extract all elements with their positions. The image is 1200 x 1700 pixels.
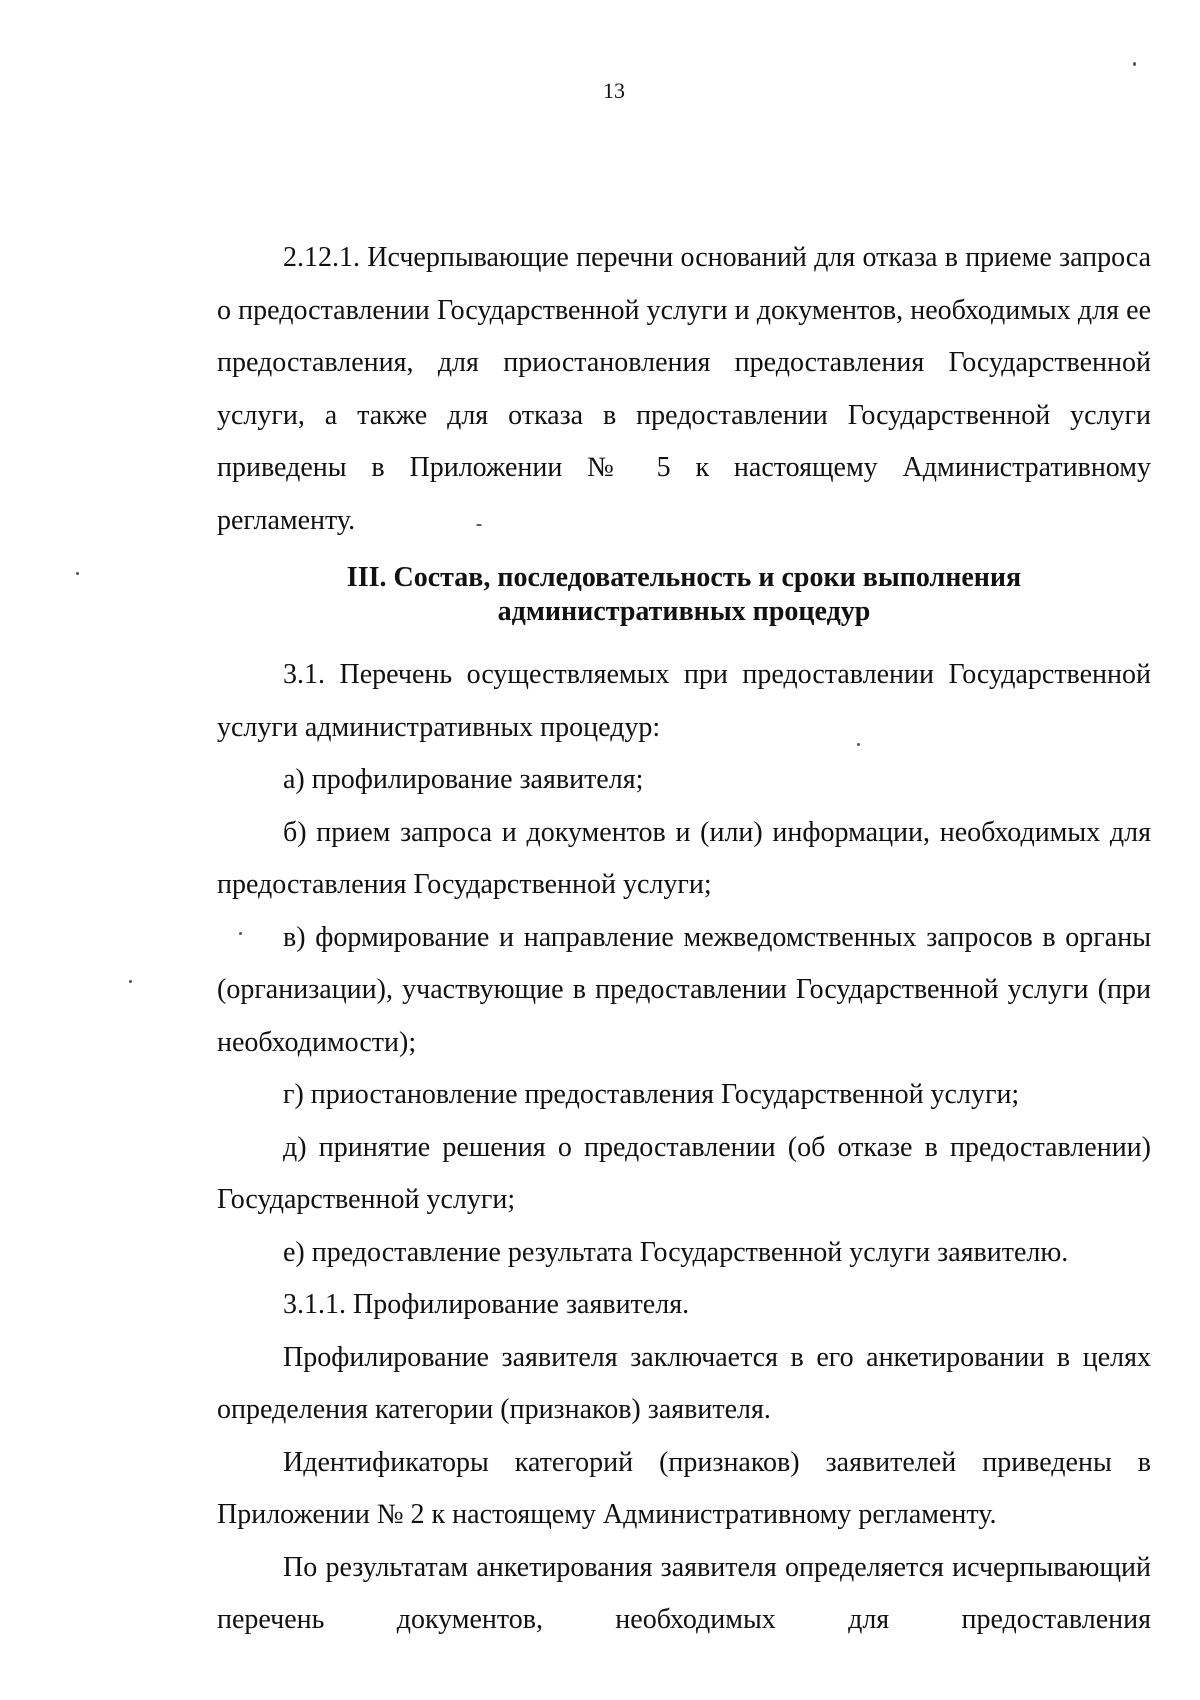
paragraph-3-1-1: 3.1.1. Профилирование заявителя. xyxy=(283,1289,690,1320)
paragraph-identifiers: Идентификаторы категорий (признаков) заявителей приведены в Приложении № 2 к настоящему Административному регламенту. xyxy=(217,1446,1151,1530)
scan-speck xyxy=(476,524,482,526)
section-heading-line-2: административных процедур xyxy=(497,596,871,627)
list-item-b: б) прием запроса и документов и (или) информации, необходимых для предоставления Государственной услуги; xyxy=(217,816,1151,900)
paragraph-3-1: 3.1. Перечень осуществляемых при предоставлении Государственной услуги административных процедур: xyxy=(217,659,1151,743)
list-item-a: а) профилирование заявителя; xyxy=(283,764,644,795)
section-heading xyxy=(217,561,1151,629)
scan-speck xyxy=(239,932,242,935)
document-body xyxy=(217,232,1151,1647)
scan-speck xyxy=(1133,62,1136,66)
scan-speck xyxy=(76,572,79,575)
list-item-e: е) предоставление результата Государственной услуги заявителю. xyxy=(283,1236,1069,1268)
scan-speck xyxy=(857,743,860,746)
list-item-g: г) приостановление предоставления Государственной услуги; xyxy=(283,1079,1020,1110)
list-item-v: в) формирование и направление межведомственных запросов в органы (организации), участвующие в предоставлении Государственной услуги (при необходимости); xyxy=(217,921,1151,1058)
list-item-d: д) принятие решения о предоставлении (об отказе в предоставлении) Государственной услуги; xyxy=(217,1131,1151,1215)
paragraph-profiling: Профилирование заявителя заключается в его анкетировании в целях определения категории (признаков) заявителя. xyxy=(217,1341,1151,1425)
page-number: 13 xyxy=(603,78,625,103)
section-heading-line-1: III. Состав, последовательность и сроки выполнения xyxy=(346,562,1022,593)
paragraph-2-12-1: 2.12.1. Исчерпывающие перечни оснований для отказа в приеме запроса о предоставлении Государственной услуги и документов, необходимых для ее предоставления, для приостановления предоставления Государственной услуги, а также для отказа в предоставлении Государственной услуги приведены в Приложении № 5 к настоящему Административному регламенту. xyxy=(217,242,1151,536)
paragraph-results: По результатам анкетирования заявителя определяется исчерпывающий перечень документов, необходимых для предоставления xyxy=(217,1551,1151,1635)
scan-speck xyxy=(129,980,132,983)
